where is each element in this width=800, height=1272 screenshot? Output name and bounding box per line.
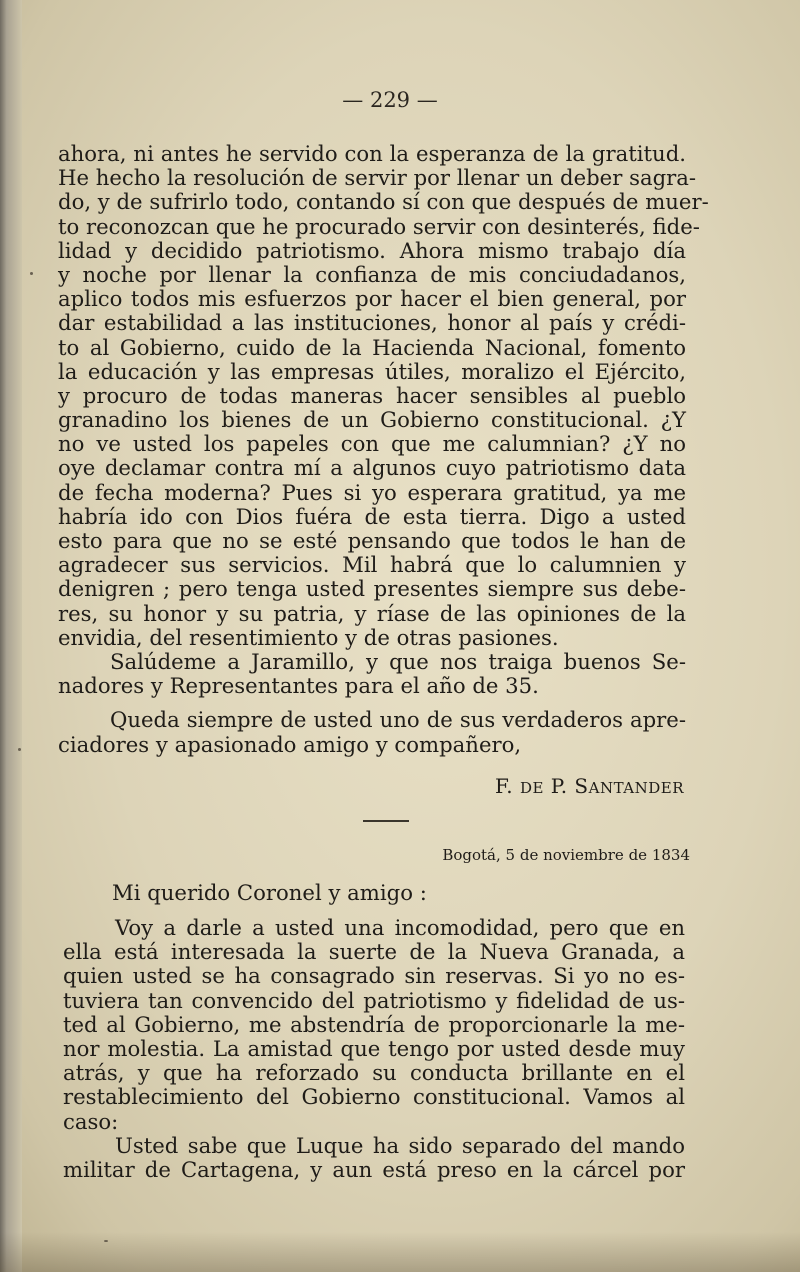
- text-line: denigren ; pero tenga usted presentes siempre sus debe-: [58, 576, 686, 602]
- signature-p: P. S: [543, 774, 589, 798]
- text-line: la educación y las empresas útiles, moralizo el Ejército,: [58, 358, 686, 384]
- text-line: to al Gobierno, cuido de la Hacienda Nacional, fomento: [58, 334, 686, 360]
- page-number: — 229 —: [342, 88, 438, 112]
- text-line: dar estabilidad a las instituciones, honor al país y crédi-: [58, 310, 686, 336]
- text-line: no ve usted los papeles con que me calumnian? ¿Y no: [58, 431, 686, 457]
- text-line: nor molestia. La amistad que tengo por usted desde muy: [63, 1035, 685, 1061]
- text-line: ted al Gobierno, me abstendría de proporcionarle la me-: [63, 1011, 685, 1037]
- text-line: tuviera tan convencido del patriotismo y fidelidad de us-: [63, 987, 685, 1013]
- text-line: ahora, ni antes he servido con la esperanza de la gratitud.: [58, 141, 686, 166]
- signature-initial: F.: [494, 774, 520, 798]
- text-line: y noche por llenar la confianza de mis conciudadanos,: [58, 261, 686, 287]
- text-line: habría ido con Dios fuéra de esta tierra. Digo a usted: [58, 503, 686, 529]
- letter-1-body: [58, 141, 709, 757]
- paper-speck: [104, 1240, 108, 1242]
- text-line: ciadores y apasionado amigo y compañero,: [58, 731, 522, 757]
- text-line: Queda siempre de usted uno de sus verdaderos apre-: [110, 707, 686, 733]
- text-line: agradecer sus servicios. Mil habrá que lo calumnien y: [58, 552, 686, 578]
- text-line: Voy a darle a usted una incomodidad, pero que en: [115, 915, 685, 940]
- section-divider: [363, 820, 409, 822]
- text-line: granadino los bienes de un Gobierno constitucional. ¿Y: [58, 407, 686, 433]
- text-line: to reconozcan que he procurado servir con desinterés, fide-: [58, 213, 700, 239]
- signature-surname: ANTANDER: [588, 779, 684, 797]
- signature: [495, 774, 684, 798]
- text-line: esto para que no se esté pensando que todos le han de: [58, 528, 686, 553]
- text-line: lidad y decidido patriotismo. Ahora mismo trabajo día: [58, 237, 686, 263]
- text-line: Usted sabe que Luque ha sido separado del mando: [115, 1132, 685, 1158]
- text-line: caso:: [63, 1108, 119, 1134]
- text-line: atrás, y que ha reforzado su conducta brillante en el: [63, 1060, 685, 1086]
- text-line: aplico todos mis esfuerzos por hacer el bien general, por: [58, 286, 686, 312]
- text-line: quien usted se ha consagrado sin reservas. Si yo no es-: [63, 963, 685, 989]
- paper-speck: [30, 272, 33, 275]
- text-line: ella está interesada la suerte de la Nueva Granada, a: [63, 939, 685, 965]
- text-line: do, y de sufrirlo todo, contando sí con que después de muer-: [58, 189, 709, 215]
- salutation: Mi querido Coronel y amigo :: [112, 880, 427, 905]
- text-line: nadores y Representantes para el año de 35.: [58, 673, 539, 699]
- text-line: de fecha moderna? Pues si yo esperara gratitud, ya me: [58, 479, 686, 505]
- text-line: res, su honor y su patria, y ríase de las opiniones de la: [58, 600, 686, 626]
- letter-2-body: [63, 916, 685, 1182]
- signature-de: DE: [519, 779, 544, 797]
- text-line: y procuro de todas maneras hacer sensibles al pueblo: [58, 382, 686, 408]
- text-line: militar de Cartagena, y aun está preso en la cárcel por: [63, 1156, 685, 1182]
- text-line: Salúdeme a Jaramillo, y que nos traiga buenos Se-: [110, 648, 686, 674]
- text-line: restablecimiento del Gobierno constitucional. Vamos al: [63, 1084, 685, 1110]
- dateline: Bogotá, 5 de noviembre de 1834: [442, 846, 690, 864]
- text-line: envidia, del resentimiento y de otras pasiones.: [58, 624, 559, 650]
- paper-speck: [18, 748, 21, 751]
- text-line: He hecho la resolución de servir por llenar un deber sagra-: [58, 165, 697, 191]
- text-line: oye declamar contra mí a algunos cuyo patriotismo data: [58, 455, 686, 481]
